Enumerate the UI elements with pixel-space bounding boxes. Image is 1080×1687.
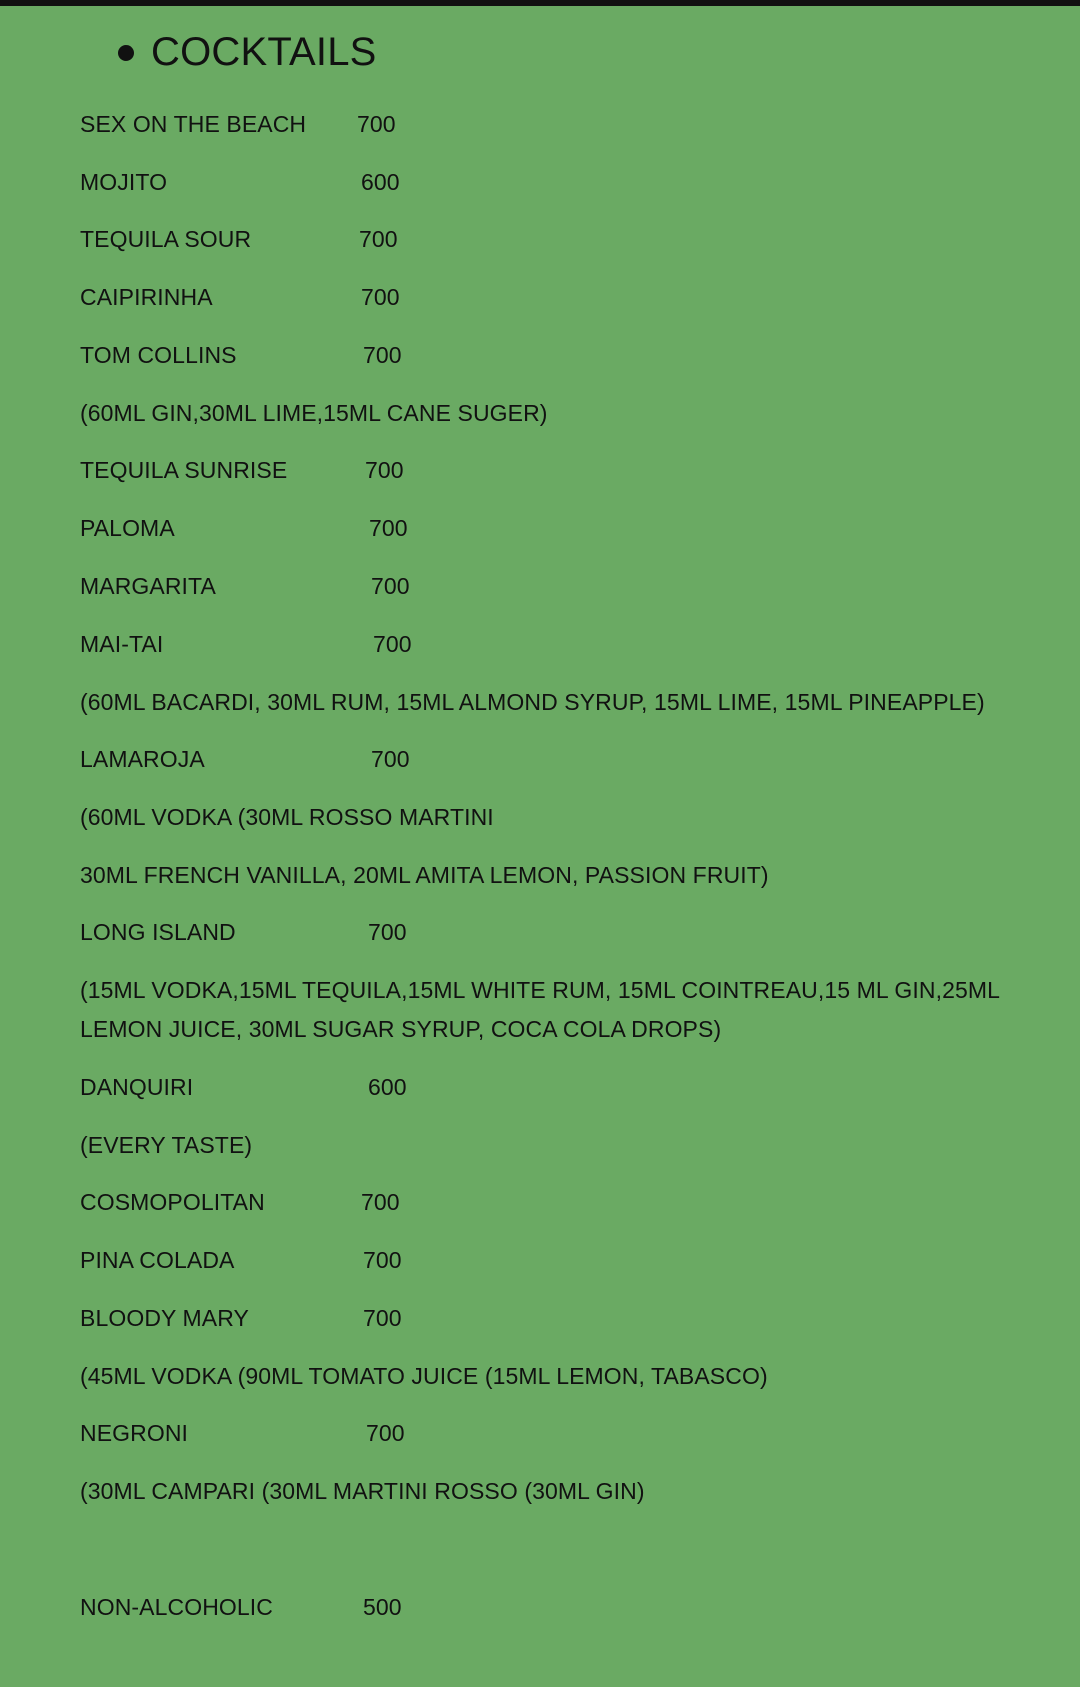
item-price: 700	[371, 746, 410, 772]
item-name: NON-ALCOHOLIC	[80, 1594, 273, 1620]
item-name: DANQUIRI	[80, 1074, 194, 1100]
item-description: (30ML CAMPARI (30ML MARTINI ROSSO (30ML GIN)	[80, 1478, 645, 1504]
item-price: 500	[363, 1594, 402, 1620]
item-description: (60ML VODKA (30ML ROSSO MARTINI	[80, 804, 494, 830]
item-price: 700	[363, 1305, 402, 1331]
heading-text: COCKTAILS	[151, 30, 377, 74]
item-description: 30ML FRENCH VANILLA, 20ML AMITA LEMON, PASSION FRUIT)	[80, 862, 769, 888]
item-name: MOJITO	[80, 169, 168, 195]
item-name: NEGRONI	[80, 1420, 189, 1446]
item-description: (60ML GIN,30ML LIME,15ML CANE SUGER)	[80, 400, 548, 426]
item-name: TEQUILA SOUR	[80, 226, 252, 252]
item-description: (45ML VODKA (90ML TOMATO JUICE (15ML LEMON, TABASCO)	[80, 1363, 768, 1389]
item-name: COSMOPOLITAN	[80, 1189, 265, 1215]
item-name: CAIPIRINHA	[80, 284, 213, 310]
item-price: 700	[359, 226, 398, 252]
item-price: 700	[366, 1420, 405, 1446]
section-heading	[118, 26, 377, 78]
item-name: SEX ON THE BEACH	[80, 111, 307, 137]
top-border	[0, 0, 1080, 6]
bullet-icon	[118, 45, 134, 61]
item-price: 700	[361, 284, 400, 310]
item-price: 700	[363, 342, 402, 368]
item-price: 700	[365, 457, 404, 483]
item-name: PALOMA	[80, 515, 175, 541]
item-name: TEQUILA SUNRISE	[80, 457, 288, 483]
item-price: 600	[368, 1074, 407, 1100]
item-name: BLOODY MARY	[80, 1305, 249, 1331]
item-price: 700	[369, 515, 408, 541]
item-price: 600	[361, 169, 400, 195]
item-price: 700	[361, 1189, 400, 1215]
item-name: LONG ISLAND	[80, 919, 236, 945]
item-name: PINA COLADA	[80, 1247, 235, 1273]
item-name: LAMAROJA	[80, 746, 205, 772]
item-price: 700	[368, 919, 407, 945]
item-price: 700	[357, 111, 396, 137]
item-description: (60ML BACARDI, 30ML RUM, 15ML ALMOND SYRUP, 15ML LIME, 15ML PINEAPPLE)	[80, 689, 985, 715]
item-name: MAI-TAI	[80, 631, 164, 657]
item-description: (EVERY TASTE)	[80, 1132, 253, 1158]
item-description: LEMON JUICE, 30ML SUGAR SYRUP, COCA COLA DROPS)	[80, 1016, 722, 1042]
item-name: TOM COLLINS	[80, 342, 237, 368]
item-price: 700	[363, 1247, 402, 1273]
item-description: (15ML VODKA,15ML TEQUILA,15ML WHITE RUM, 15ML COINTREAU,15 ML GIN,25ML	[80, 977, 1001, 1003]
item-name: MARGARITA	[80, 573, 216, 599]
item-price: 700	[371, 573, 410, 599]
item-price: 700	[373, 631, 412, 657]
